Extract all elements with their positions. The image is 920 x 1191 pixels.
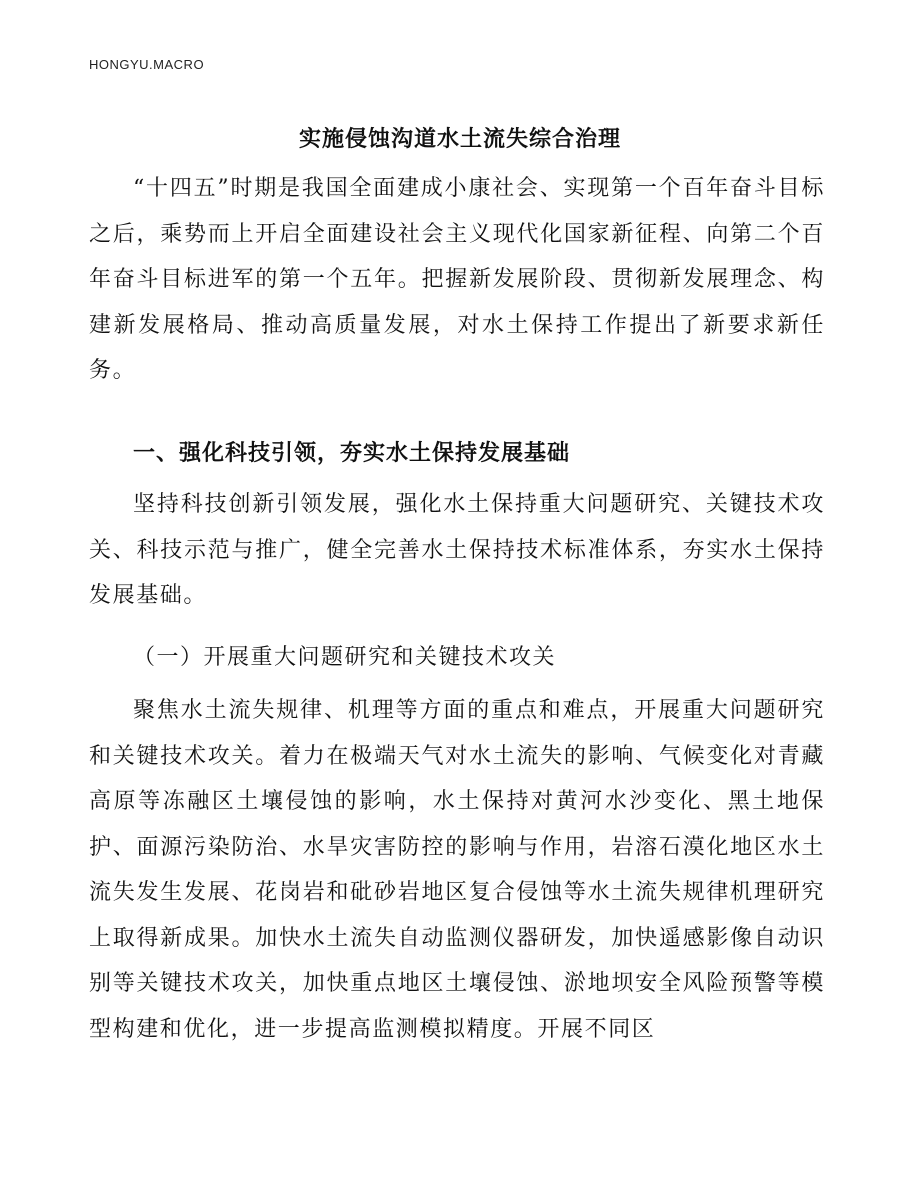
intro-paragraph: “十四五”时期是我国全面建成小康社会、实现第一个百年奋斗目标之后，乘势而上开启全面建设社会主义现代化国家新征程、向第二个百年奋斗目标进军的第一个五年。把握新发展阶段、贯彻新发展理念、构建新发展格局、推动高质量发展，对水土保持工作提出了新要求新任务。 (89, 176, 825, 383)
section-1-paragraph: 坚持科技创新引领发展，强化水土保持重大问题研究、关键技术攻关、科技示范与推广，健全完善水土保持技术标准体系，夯实水土保持发展基础。 (89, 492, 825, 608)
page-header: HONGYU.MACRO (89, 57, 205, 72)
document-title: 实施侵蚀沟道水土流失综合治理 (298, 126, 621, 152)
section-heading-1: 一、强化科技引领，夯实水土保持发展基础 (133, 440, 571, 466)
subsection-heading-1: （一）开展重大问题研究和关键技术攻关 (133, 645, 557, 670)
subsection-1-paragraph: 聚焦水土流失规律、机理等方面的重点和难点，开展重大问题研究和关键技术攻关。着力在极端天气对水土流失的影响、气候变化对青藏高原等冻融区土壤侵蚀的影响，水土保持对黄河水沙变化、黑土地保护、面源污染防治、水旱灾害防控的影响与作用，岩溶石漠化地区水土流失发生发展、花岗岩和砒砂岩地区复合侵蚀等水土流失规律机理研究上取得新成果。加快水土流失自动监测仪器研发，加快遥感影像自动识别等关键技术攻关，加快重点地区土壤侵蚀、淤地坝安全风险预警等模型构建和优化，进一步提高监测模拟精度。开展不同区 (89, 698, 825, 1042)
